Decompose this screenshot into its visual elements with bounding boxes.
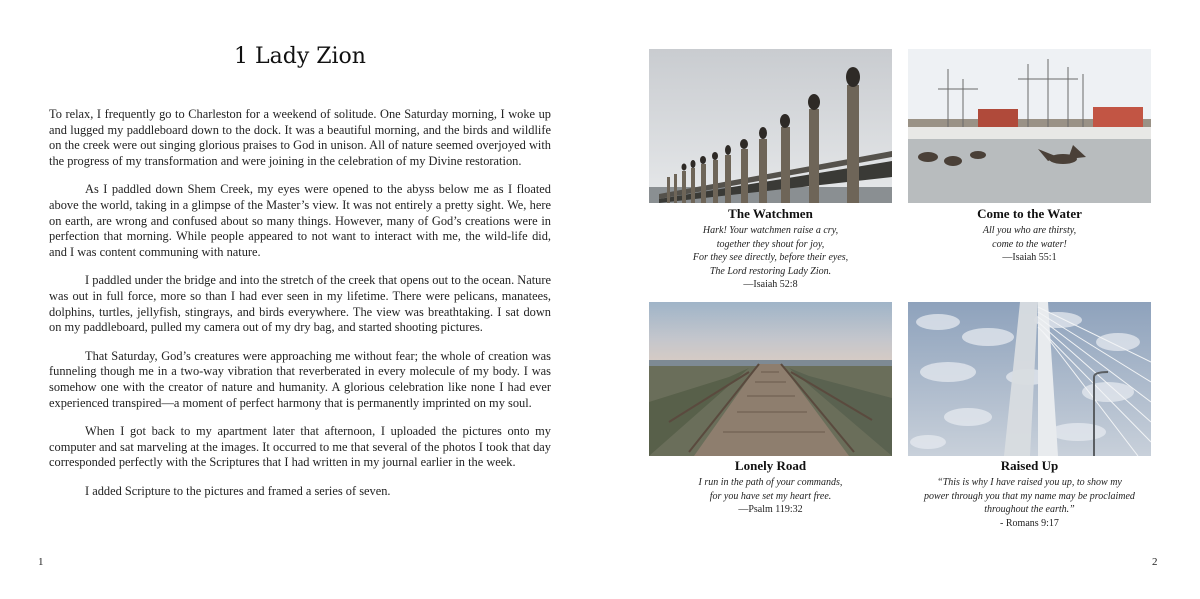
photo-title: The Watchmen bbox=[728, 206, 813, 221]
verse-line: The Lord restoring Lady Zion. bbox=[709, 265, 832, 277]
photo-title: Come to the Water bbox=[977, 206, 1082, 221]
caption-lonely-road bbox=[649, 458, 892, 517]
verse bbox=[908, 224, 1151, 251]
paragraph: To relax, I frequently go to Charleston for a weekend of solitude. One Saturday morning, I woke up and lugged my paddleboard down to the dock. It was a beautiful morning, and the birds and wildlife on the creek were out singing glorious praises to God in unison. All of nature seemed overjoyed with the progress of my transformation and were joining in the celebration of my Divine restoration. bbox=[49, 107, 551, 168]
paragraph: That Saturday, God’s creatures were approaching me without fear; the whole of creation was funneling though me in a two-way vibration that reverberated in every molecule of my body. I was somehow one with the creator of nature and humanity. A glorious celebration like none I had ever experienced transpired—a moment of perfect harmony that is permanently imprinted on my soul. bbox=[49, 348, 551, 410]
verse-line: “This is why I have raised you up, to show my bbox=[937, 477, 1122, 488]
verse-line: Hark! Your watchmen raise a cry, bbox=[702, 225, 839, 236]
photo-title: Lonely Road bbox=[734, 458, 807, 473]
verse-reference: —Isaiah 55:1 bbox=[1002, 252, 1057, 263]
verse-line: throughout the earth.” bbox=[984, 504, 1075, 515]
paragraph: I paddled under the bridge and into the stretch of the creek that opens out to the ocean. Nature was out in full force, more so than I had ever seen in my lifetime. There were pelicans, manatees, dolphins, turtles, jellyfish, stingrays, and birds everywhere. The view was breathtaking. I sat down on my paddleboard, pulled my camera out of my dry bag, and started shooting pictures. bbox=[49, 273, 551, 335]
verse-line: together they shout for joy, bbox=[716, 238, 825, 250]
verse bbox=[649, 476, 892, 503]
photo-come-to-the-water bbox=[908, 49, 1151, 203]
verse bbox=[900, 476, 1159, 517]
verse-reference: —Psalm 119:32 bbox=[738, 504, 803, 515]
paragraph: When I got back to my apartment later that afternoon, I uploaded the pictures onto my computer and sat marveling at the images. It occurred to me that several of the photos I took that day corresponded perfectly with the Scriptures that I had written in my journal earlier in the week. bbox=[49, 424, 551, 470]
chapter-body bbox=[49, 107, 551, 512]
page-number-left: 1 bbox=[38, 556, 44, 568]
paragraph: I added Scripture to the pictures and framed a series of seven. bbox=[85, 483, 391, 498]
verse bbox=[649, 224, 892, 278]
verse-line: come to the water! bbox=[992, 238, 1067, 250]
caption-raised-up bbox=[900, 458, 1159, 531]
chapter-title: 1 Lady Zion bbox=[234, 44, 366, 69]
verse-line: I run in the path of your commands, bbox=[698, 477, 843, 488]
photo-title: Raised Up bbox=[1000, 458, 1059, 473]
verse-reference: - Romans 9:17 bbox=[1000, 517, 1059, 529]
page-number-right: 2 bbox=[1152, 556, 1158, 568]
verse-line: for you have set my heart free. bbox=[709, 490, 832, 502]
photo-raised-up bbox=[908, 302, 1151, 456]
caption-come-to-the-water bbox=[908, 206, 1151, 265]
verse-line: All you who are thirsty, bbox=[982, 225, 1077, 236]
verse-line: power through you that my name may be proclaimed bbox=[924, 490, 1135, 502]
caption-watchmen bbox=[649, 206, 892, 292]
photo-watchmen bbox=[649, 49, 892, 203]
photo-lonely-road bbox=[649, 302, 892, 456]
verse-reference: —Isaiah 52:8 bbox=[743, 279, 798, 290]
right-page bbox=[600, 0, 1200, 599]
paragraph: As I paddled down Shem Creek, my eyes were opened to the abyss below me as I floated above the world, taking in a glimpse of the Master’s view. It was not entirely a pretty sight. We, here on earth, are wrong and confused about so many things. However, many of God’s creations were in perfection that morning. While people appeared to not want to interact with me, the wild-life did, and I was content communing with nature. bbox=[49, 182, 551, 259]
verse-line: For they see directly, before their eyes, bbox=[692, 252, 849, 263]
